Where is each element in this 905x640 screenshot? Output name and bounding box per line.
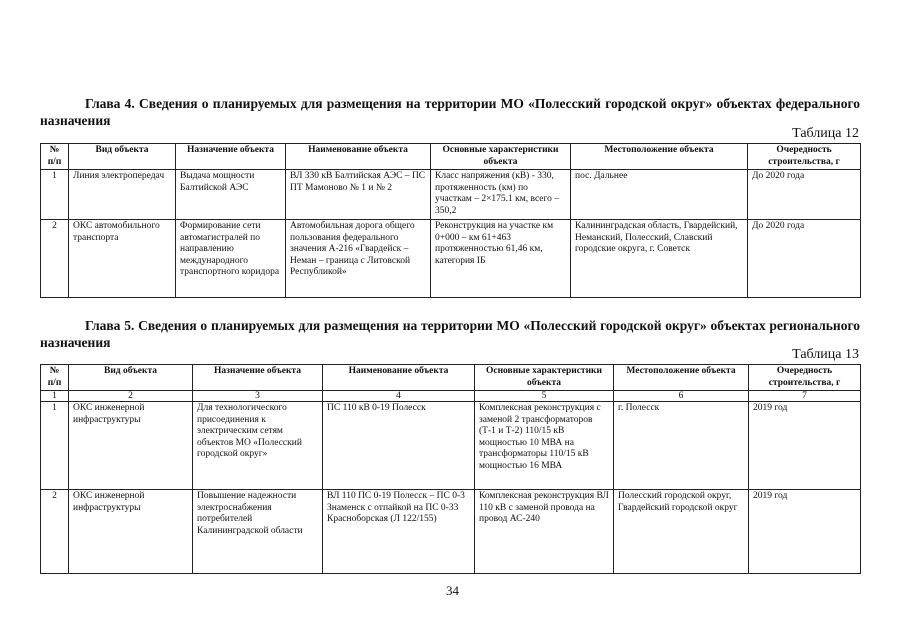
cell-number: 1 xyxy=(41,170,69,220)
table-12 xyxy=(40,143,861,298)
col-header-purpose: Назначение объекта xyxy=(193,365,323,391)
cell-number: 2 xyxy=(41,220,69,298)
col-header-location: Местоположение объекта xyxy=(614,365,749,391)
column-index-row xyxy=(41,391,861,402)
col-header-schedule: Очередность строительства, г xyxy=(748,144,861,170)
page-number: 34 xyxy=(446,583,459,598)
cell-location: Полесский городской округ, Гвардейский городской округ xyxy=(614,490,749,574)
table-row xyxy=(41,402,861,490)
col-header-location: Местоположение объекта xyxy=(571,144,748,170)
cell-characteristics: Реконструкция на участке км 0+000 – км 61+463 протяженностью 61,46 км, категория IБ xyxy=(431,220,571,298)
table-row xyxy=(41,170,861,220)
table-row xyxy=(41,220,861,298)
col-index: 1 xyxy=(41,391,69,402)
cell-characteristics: Класс напряжения (кВ) - 330, протяженность (км) по участкам – 2×175.1 км, всего – 350,2 xyxy=(431,170,571,220)
cell-number: 1 xyxy=(41,402,69,490)
cell-type: ОКС инженерной инфраструктуры xyxy=(69,402,193,490)
cell-name: ВЛ 110 ПС 0-19 Полесск – ПС 0-3 Знаменск с отпайкой на ПС 0-33 Красноборская (Л 122/155) xyxy=(323,490,475,574)
col-header-name: Наименование объекта xyxy=(286,144,431,170)
col-index: 7 xyxy=(749,391,861,402)
cell-purpose: Формирование сети автомагистралей по направлению международного транспортного коридора xyxy=(176,220,286,298)
col-header-name: Наименование объекта xyxy=(323,365,475,391)
col-header-number: № п/п xyxy=(41,365,69,391)
cell-type: ОКС инженерной инфраструктуры xyxy=(69,490,193,574)
cell-type: ОКС автомобильного транспорта xyxy=(69,220,176,298)
table12-label: Таблица 12 xyxy=(792,126,859,141)
cell-name: Автомобильная дорога общего пользования федерального значения А-216 «Гвардейск – Неман – граница с Литовской Республикой» xyxy=(286,220,431,298)
col-index: 2 xyxy=(69,391,193,402)
cell-schedule: 2019 год xyxy=(749,490,861,574)
cell-characteristics: Комплексная реконструкция ВЛ 110 кВ с заменой провода на провод АС-240 xyxy=(475,490,614,574)
cell-name: ПС 110 кВ 0-19 Полесск xyxy=(323,402,475,490)
cell-schedule: 2019 год xyxy=(749,402,861,490)
table-header-row xyxy=(41,144,861,170)
cell-location: г. Полесск xyxy=(614,402,749,490)
chapter5-heading: Глава 5. Сведения о планируемых для размещения на территории МО «Полесский городской округ» объектах регионального назначения xyxy=(40,318,860,350)
cell-characteristics: Комплексная реконструкция с заменой 2 трансформаторов (Т-1 и Т-2) 110/15 кВ мощностью 10 МВА на трансформаторы 110/15 кВ мощностью 16 МВА xyxy=(475,402,614,490)
cell-type: Линия электропередач xyxy=(69,170,176,220)
cell-schedule: До 2020 года xyxy=(748,220,861,298)
chapter4-heading: Глава 4. Сведения о планируемых для размещения на территории МО «Полесский городской округ» объектах федерального назначения xyxy=(40,96,860,128)
col-index: 5 xyxy=(475,391,614,402)
col-header-characteristics: Основные характеристики объекта xyxy=(431,144,571,170)
col-index: 6 xyxy=(614,391,749,402)
table13-label: Таблица 13 xyxy=(792,347,859,362)
col-header-number: № п/п xyxy=(41,144,69,170)
col-header-schedule: Очередность строительства, г xyxy=(749,365,861,391)
cell-location: Калининградская область, Гвардейский, Неманский, Полесский, Славский городские округа, г. Советск xyxy=(571,220,748,298)
col-header-purpose: Назначение объекта xyxy=(176,144,286,170)
cell-purpose: Для технологического присоединения к электрическим сетям объектов МО «Полесский городской округ» xyxy=(193,402,323,490)
col-index: 4 xyxy=(323,391,475,402)
cell-location: пос. Дальнее xyxy=(571,170,748,220)
cell-purpose: Повышение надежности электроснабжения потребителей Калининградской области xyxy=(193,490,323,574)
col-header-type: Вид объекта xyxy=(69,365,193,391)
cell-name: ВЛ 330 кВ Балтийская АЭС – ПС ПТ Мамоново № 1 и № 2 xyxy=(286,170,431,220)
table-row xyxy=(41,490,861,574)
col-index: 3 xyxy=(193,391,323,402)
cell-schedule: До 2020 года xyxy=(748,170,861,220)
cell-number: 2 xyxy=(41,490,69,574)
cell-purpose: Выдача мощности Балтийской АЭС xyxy=(176,170,286,220)
table-header-row xyxy=(41,365,861,391)
col-header-type: Вид объекта xyxy=(69,144,176,170)
table-13 xyxy=(40,364,861,574)
col-header-characteristics: Основные характеристики объекта xyxy=(475,365,614,391)
